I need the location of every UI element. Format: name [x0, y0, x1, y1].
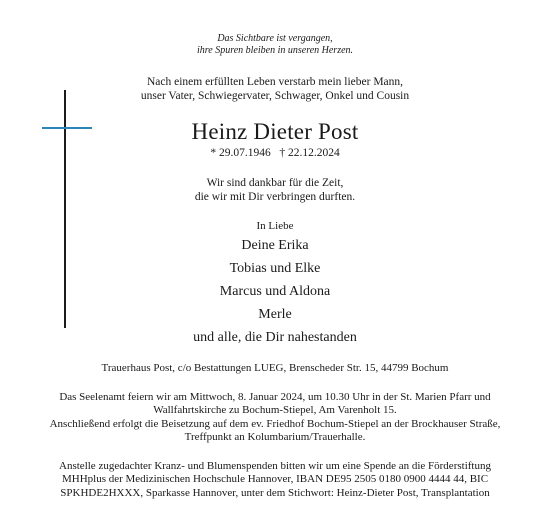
intro-line-1: Nach einem erfüllten Leben verstarb mein lieber Mann,: [146, 76, 404, 88]
thanks-line-1: Wir sind dankbar für die Zeit,: [206, 177, 344, 189]
thanks-line-2: die wir mit Dir verbringen durften.: [194, 191, 356, 203]
life-dates: * 29.07.1946 † 22.12.2024: [210, 147, 340, 159]
motto-line-2: ihre Spuren bleiben in unseren Herzen.: [196, 45, 354, 56]
mourner-name: Tobias und Elke: [229, 261, 321, 276]
service-line-1: Das Seelenamt feiern wir am Mittwoch, 8. Januar 2024, um 10.30 Uhr in der St. Marien Pfarr und: [59, 391, 491, 403]
mourner-name: Marcus und Aldona: [219, 284, 331, 299]
service-line-4: Treffpunkt an Kolumbarium/Trauerhalle.: [184, 431, 366, 443]
funeral-home-address: Trauerhaus Post, c/o Bestattungen LUEG, Brenscheder Str. 15, 44799 Bochum: [101, 362, 449, 374]
donation-line-1: Anstelle zugedachter Kranz- und Blumenspenden bitten wir um eine Spende an die Förderstiftung: [59, 460, 491, 472]
donation-line-2: MHHplus der Medizinischen Hochschule Hannover, IBAN DE95 2505 0180 0900 4444 44, BIC: [61, 473, 489, 485]
mourner-name: und alle, die Dir nahestanden: [193, 330, 357, 345]
mourner-name: Merle: [258, 307, 292, 322]
deceased-name: Heinz Dieter Post: [191, 119, 359, 144]
service-line-2: Wallfahrtskirche zu Bochum-Stiepel, Am Varenholt 15.: [153, 404, 397, 416]
mourner-name: Deine Erika: [241, 238, 309, 253]
donation-line-3: SPKHDE2HXXX, Sparkasse Hannover, unter dem Stichwort: Heinz-Dieter Post, Transplantation: [60, 487, 490, 499]
service-line-3: Anschließend erfolgt die Beisetzung auf dem ev. Friedhof Bochum-Stiepel an der Brockhauser Straße,: [49, 418, 501, 430]
motto-line-1: Das Sichtbare ist vergangen,: [217, 33, 333, 44]
intro-line-2: unser Vater, Schwiegervater, Schwager, Onkel und Cousin: [140, 90, 410, 102]
in-love-label: In Liebe: [256, 220, 294, 232]
